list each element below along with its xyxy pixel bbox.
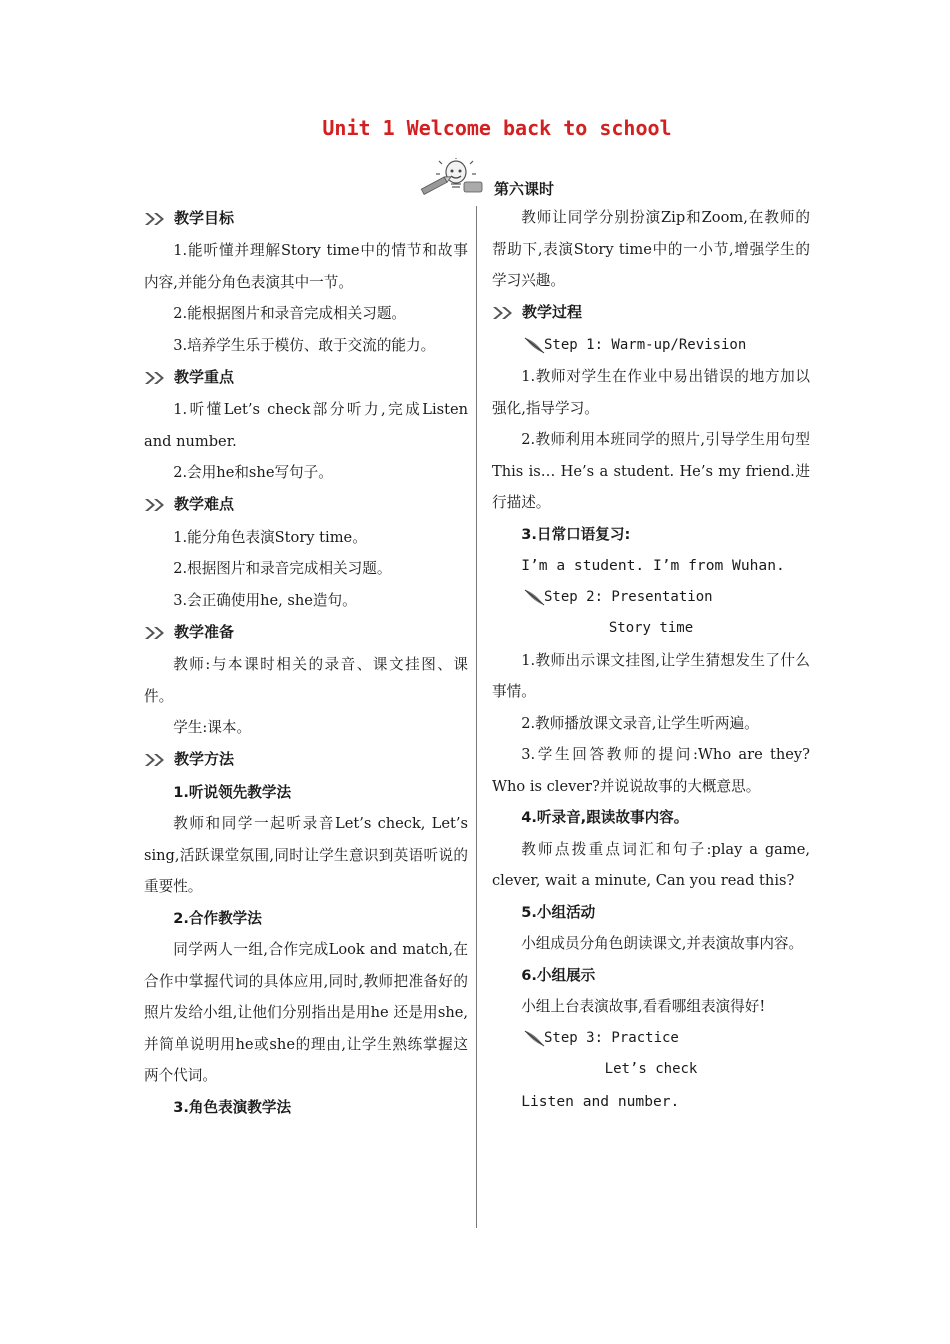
method-3-title: 3.角色表演教学法 bbox=[173, 1098, 292, 1116]
feather-pen-icon bbox=[524, 1029, 546, 1049]
goal-item: 2.能根据图片和录音完成相关习题。 bbox=[173, 305, 407, 322]
prep-item: 教师:与本课时相关的录音、课文挂图、课件。 bbox=[144, 656, 468, 705]
step-2-label: Step 2: Presentation bbox=[492, 582, 810, 614]
difficult-item: 2.根据图片和录音完成相关习题。 bbox=[173, 560, 392, 577]
feather-pen-icon bbox=[524, 336, 546, 356]
step-2-item: 小组成员分角色朗读课文,并表演故事内容。 bbox=[521, 935, 804, 952]
method-2-title: 2.合作教学法 bbox=[173, 909, 262, 927]
step-3-label: Step 3: Practice bbox=[492, 1023, 810, 1055]
step-1-label: Step 1: Warm-up/Revision bbox=[492, 330, 810, 362]
intro-text: 教师让同学分别扮演Zip和Zoom,在教师的帮助下,表演Story time中的一小节,增强学生的学习兴趣。 bbox=[492, 209, 810, 289]
method-heading: 教学方法 bbox=[144, 744, 468, 777]
step-2-subtitle: 5.小组活动 bbox=[521, 903, 596, 921]
step-2-subtitle: 6.小组展示 bbox=[521, 966, 596, 984]
step-1-item: 1.教师对学生在作业中易出错误的地方加以强化,指导学习。 bbox=[492, 368, 810, 417]
step-2-item: 教师点拨重点词汇和句子:play a game, clever, wait a minute, Can you read this? bbox=[492, 840, 810, 889]
lesson-label: 第六课时 bbox=[494, 180, 555, 198]
page-title: Unit 1 Welcome back to school bbox=[322, 116, 672, 140]
key-item: 1.听懂Let’s check部分听力,完成Listen and number. bbox=[144, 401, 468, 450]
lightbulb-pencil-icon bbox=[420, 158, 488, 196]
key-heading: 教学重点 bbox=[144, 361, 468, 394]
goal-item: 1.能听懂并理解Story time中的情节和故事内容,并能分角色表演其中一节。 bbox=[144, 242, 468, 291]
step-2-subtitle: 4.听录音,跟读故事内容。 bbox=[521, 809, 689, 826]
prep-heading: 教学准备 bbox=[144, 616, 468, 649]
process-heading: 教学过程 bbox=[492, 297, 810, 330]
right-column bbox=[492, 202, 810, 1117]
difficult-item: 3.会正确使用he, she造句。 bbox=[173, 591, 357, 609]
goals-heading: 教学目标 bbox=[144, 202, 468, 235]
step-2-item: 小组上台表演故事,看看哪组表演得好! bbox=[521, 998, 766, 1015]
story-time-label: Story time bbox=[608, 620, 694, 636]
double-chevron-icon bbox=[492, 306, 516, 320]
double-chevron-icon bbox=[144, 371, 168, 385]
difficult-item: 1.能分角色表演Story time。 bbox=[173, 528, 367, 546]
column-divider bbox=[476, 206, 477, 1228]
method-1-text: 教师和同学一起听录音Let’s check, Let’s sing,活跃课堂氛围,同时让学生意识到英语听说的重要性。 bbox=[144, 815, 468, 895]
double-chevron-icon bbox=[144, 753, 168, 767]
feather-pen-icon bbox=[524, 588, 546, 608]
step-2-item: 1.教师出示课文挂图,让学生猜想发生了什么事情。 bbox=[492, 651, 810, 700]
step-3-item: Listen and number. bbox=[521, 1092, 680, 1110]
difficult-heading: 教学难点 bbox=[144, 489, 468, 522]
double-chevron-icon bbox=[144, 212, 168, 226]
step-1-item: 2.教师利用本班同学的照片,引导学生用句型This is… He’s a student. He’s my friend.进行描述。 bbox=[492, 431, 810, 511]
left-column bbox=[144, 202, 468, 1123]
key-item: 2.会用he和she写句子。 bbox=[173, 464, 333, 481]
method-1-title: 1.听说领先教学法 bbox=[173, 783, 292, 801]
double-chevron-icon bbox=[144, 626, 168, 640]
method-2-text: 同学两人一组,合作完成Look and match,在合作中掌握代词的具体应用,同时,教师把准备好的照片发给小组,让他们分别指出是用he 还是用she,并简单说明用he或she的理由,让学生熟练掌握这两个代词。 bbox=[144, 941, 468, 1084]
goal-item: 3.培养学生乐于模仿、敢于交流的能力。 bbox=[173, 336, 436, 354]
step-2-item: 3.学生回答教师的提问:Who are they?Who is clever?并说说故事的大概意思。 bbox=[492, 746, 810, 795]
step-1-item: I’m a student. I’m from Wuhan. bbox=[521, 557, 785, 574]
double-chevron-icon bbox=[144, 498, 168, 512]
step-1-subtitle: 3.日常口语复习: bbox=[521, 525, 631, 543]
prep-item: 学生:课本。 bbox=[173, 719, 252, 736]
lets-check-label: Let’s check bbox=[604, 1061, 698, 1077]
step-2-item: 2.教师播放课文录音,让学生听两遍。 bbox=[521, 714, 759, 732]
